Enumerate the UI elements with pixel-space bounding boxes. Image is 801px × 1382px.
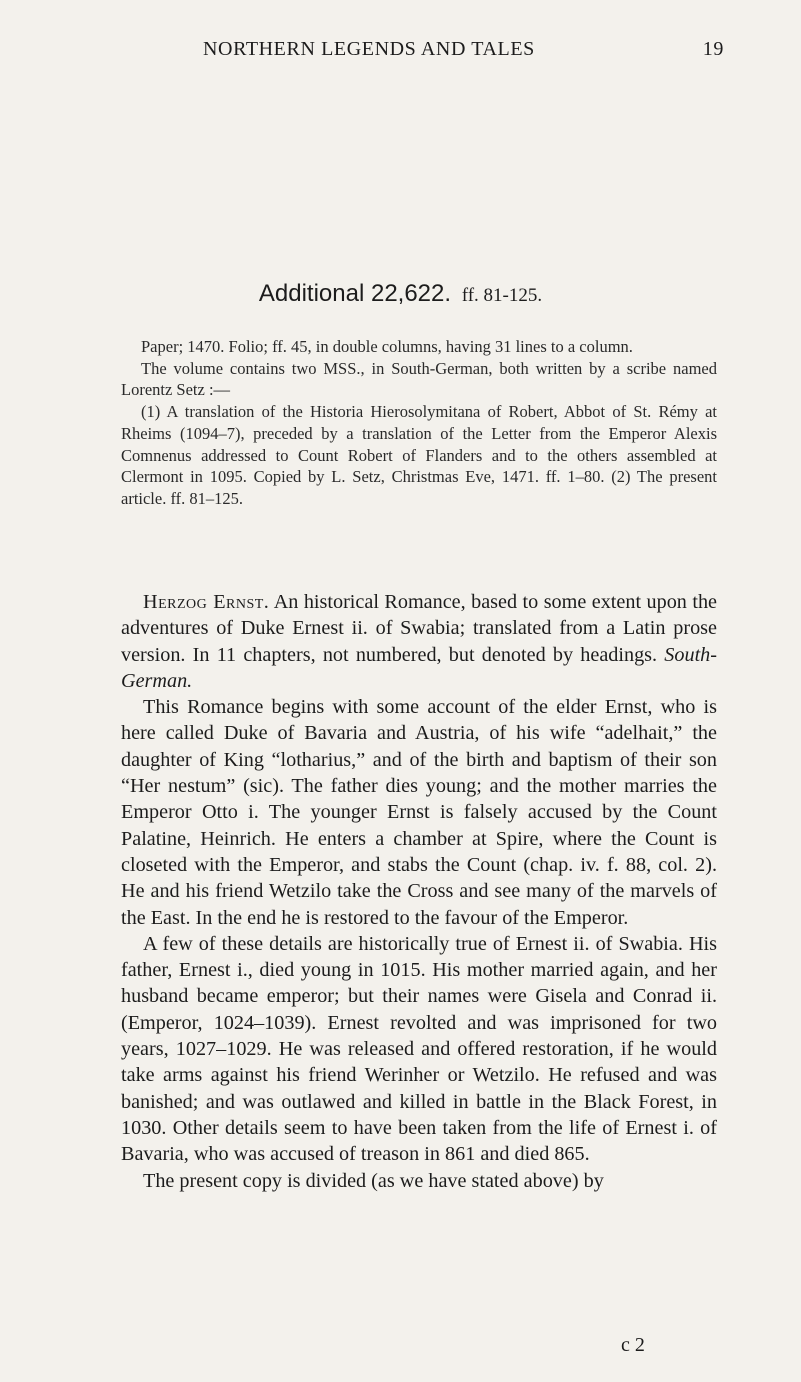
article-title: Herzog Ernst. <box>143 591 270 613</box>
description-paragraph: Paper; 1470. Folio; ff. 45, in double columns, having 31 lines to a column. <box>141 337 633 356</box>
body-paragraph: The present copy is divided (as we have stated above) by <box>143 1169 604 1192</box>
page-number: 19 <box>702 38 724 60</box>
manuscript-folios: ff. 81-125. <box>461 285 543 306</box>
body-paragraph: A few of these details are historically true of Ernest ii. of Swabia. His father, Ernest i., died young in 1015. His mother married again, and her husband became emperor; but their names were Gisela and Conrad ii. (Emperor, 1024–1039). Ernest revolted and was imprisoned for two years, 1027–1029. He was released and offered restoration, if he would take arms against his friend Werinher or Wetzilo. He refused and was banished; and was outlawed and killed in battle in the Black Forest, in 1030. Other details seem to have been taken from the life of Ernest i. of Bavaria, who was accused of treason in 861 and died 865. <box>121 932 717 1166</box>
signature-mark: c 2 <box>621 1334 645 1356</box>
manuscript-description <box>121 336 717 510</box>
article-dialect: South-German. <box>121 643 717 692</box>
running-head-title: NORTHERN LEGENDS AND TALES <box>203 38 535 60</box>
manuscript-number: Additional 22,622. <box>258 280 452 307</box>
article-intro-paragraph <box>121 589 717 694</box>
article-intro: An historical Romance, based to some extent upon the adventures of Duke Ernest ii. of Swabia; translated from a Latin prose version. In 11 chapters, not numbered, but denoted by headings. <box>121 591 718 666</box>
article-body <box>121 589 717 1194</box>
description-paragraph: (1) A translation of the Historia Hierosolymitana of Robert, Abbot of St. Rémy at Rheims (1094–7), preceded by a translation of the Letter from the Emperor Alexis Comnenus addressed to Count Robert of Flanders and to the others assembled at Clermont in 1095. Copied by L. Setz, Christmas Eve, 1471. ff. 1–80. (2) The present article. ff. 81–125. <box>121 402 717 508</box>
body-paragraph: This Romance begins with some account of the elder Ernst, who is here called Duke of Bavaria and Austria, of his wife “adelhait,” the daughter of King “lotharius,” and of the birth and baptism of their son “Her nestum” (sic). The father dies young; and the mother marries the Emperor Otto i. The younger Ernst is falsely accused by the Count Palatine, Heinrich. He enters a chamber at Spire, where the Count is closeted with the Emperor, and stabs the Count (chap. iv. f. 88, col. 2). He and his friend Wetzilo take the Cross and see many of the marvels of the East. In the end he is restored to the favour of the Emperor. <box>121 696 717 929</box>
manuscript-heading <box>0 280 801 308</box>
description-paragraph: The volume contains two MSS., in South-German, both written by a scribe named Lorentz Setz :— <box>121 358 717 400</box>
